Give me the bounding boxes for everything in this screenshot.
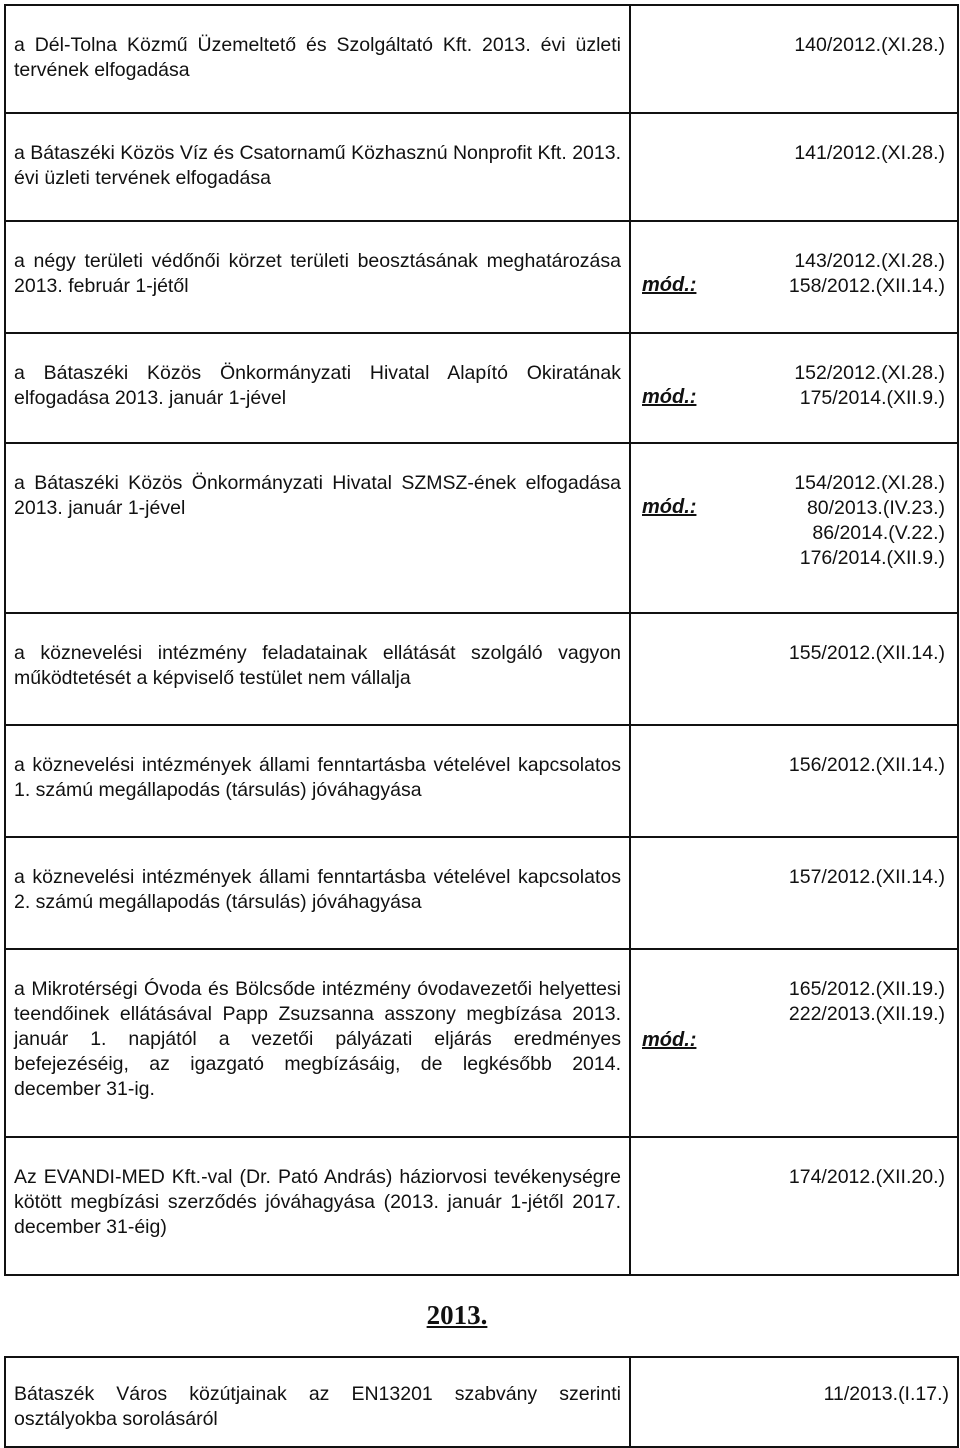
resolution-number: 143/2012.(XI.28.) xyxy=(794,250,945,272)
resolution-description-cell xyxy=(5,725,630,837)
resolution-number-cell xyxy=(630,949,958,1137)
resolution-description: a köznevelési intézmény feladatainak ellátását szolgáló vagyon működtetését a képviselő testület nem vállalja xyxy=(14,642,621,689)
resolution-description-cell xyxy=(5,443,630,613)
resolution-number: 222/2013.(XII.19.) xyxy=(788,1003,945,1025)
modification-label: mód.: xyxy=(642,1029,697,1051)
resolution-description-cell xyxy=(5,333,630,443)
resolution-numbers xyxy=(789,249,945,299)
resolution-number-cell xyxy=(630,333,958,443)
resolution-number: 155/2012.(XII.14.) xyxy=(788,642,945,664)
resolutions-table xyxy=(4,4,959,1276)
modification-label: mód.: xyxy=(642,274,697,296)
resolution-numbers xyxy=(794,141,945,166)
resolution-row xyxy=(5,1357,958,1447)
year-heading: 2013. xyxy=(426,1300,488,1330)
resolution-number-cell xyxy=(630,5,958,113)
resolution-numbers xyxy=(794,361,945,411)
resolution-row xyxy=(5,837,958,949)
resolution-number: 154/2012.(XI.28.) xyxy=(794,472,945,494)
resolution-numbers xyxy=(789,753,945,778)
resolution-number: 140/2012.(XI.28.) xyxy=(794,34,945,56)
resolution-number: 86/2014.(V.22.) xyxy=(812,522,945,544)
resolution-row xyxy=(5,443,958,613)
resolution-description: a Dél-Tolna Közmű Üzemeltető és Szolgáltató Kft. 2013. évi üzleti tervének elfogadása xyxy=(14,34,621,81)
resolution-numbers xyxy=(789,865,945,890)
modification-label: mód.: xyxy=(642,386,697,408)
resolution-number: 157/2012.(XII.14.) xyxy=(788,866,945,888)
resolution-number: 176/2014.(XII.9.) xyxy=(799,547,945,569)
resolution-numbers xyxy=(794,33,945,58)
resolution-description: a Bátaszéki Közös Víz és Csatornamű Közhasznú Nonprofit Kft. 2013. évi üzleti tervének elfogadása xyxy=(14,142,621,189)
resolution-description-cell xyxy=(5,613,630,725)
resolution-description-cell xyxy=(5,1137,630,1275)
resolution-row xyxy=(5,1137,958,1275)
resolution-number: 175/2014.(XII.9.) xyxy=(799,387,945,409)
resolution-row xyxy=(5,949,958,1137)
resolution-numbers xyxy=(789,977,945,1027)
resolution-row xyxy=(5,221,958,333)
resolution-description-cell xyxy=(5,5,630,113)
resolution-number-cell xyxy=(630,1137,958,1275)
resolution-numbers xyxy=(794,471,945,571)
resolution-row xyxy=(5,333,958,443)
resolution-description-cell xyxy=(5,221,630,333)
resolution-number-cell xyxy=(630,443,958,613)
resolution-numbers xyxy=(789,641,945,666)
resolution-number: 141/2012.(XI.28.) xyxy=(794,142,945,164)
resolution-description-cell xyxy=(5,1357,630,1447)
resolution-number: 152/2012.(XI.28.) xyxy=(794,362,945,384)
resolution-description: a Mikrotérségi Óvoda és Bölcsőde intézmény óvodavezetői helyettesi teendőinek ellátásával Papp Zsuzsanna asszony megbízása 2013. január 1. napjától a vezetői pályázati eljárás eredményes befejezéséig, az igazgató megbízásáig, de legkésőbb 2014. december 31-ig. xyxy=(14,978,621,1100)
resolution-description-cell xyxy=(5,949,630,1137)
resolution-row xyxy=(5,613,958,725)
resolution-number-cell xyxy=(630,837,958,949)
resolution-description: a négy területi védőnői körzet területi beosztásának meghatározása 2013. február 1-jétől xyxy=(14,250,621,297)
resolution-number-cell xyxy=(630,1357,958,1447)
resolution-number: 80/2013.(IV.23.) xyxy=(806,497,945,519)
resolution-row xyxy=(5,113,958,221)
resolution-number: 165/2012.(XII.19.) xyxy=(788,978,945,1000)
resolution-numbers xyxy=(789,1165,945,1190)
resolution-number-cell xyxy=(630,113,958,221)
resolution-description: a köznevelési intézmények állami fenntartásba vételével kapcsolatos 2. számú megállapodás (társulás) jóváhagyása xyxy=(14,866,621,913)
resolution-description: a Bátaszéki Közös Önkormányzati Hivatal SZMSZ-ének elfogadása 2013. január 1-jével xyxy=(14,472,621,519)
resolution-description-cell xyxy=(5,837,630,949)
resolution-number: 174/2012.(XII.20.) xyxy=(788,1166,945,1188)
resolution-description: a köznevelési intézmények állami fenntartásba vételével kapcsolatos 1. számú megállapodás (társulás) jóváhagyása xyxy=(14,754,621,801)
resolution-row xyxy=(5,725,958,837)
resolution-description: Az EVANDI-MED Kft.-val (Dr. Pató András) háziorvosi tevékenységre kötött megbízási szerződés jóváhagyása (2013. január 1-jétől 2017. december 31-éig) xyxy=(14,1166,621,1238)
resolution-row xyxy=(5,5,958,113)
resolution-number-cell xyxy=(630,725,958,837)
resolution-number-cell xyxy=(630,221,958,333)
resolutions-2013-table xyxy=(4,1356,959,1448)
resolution-description: a Bátaszéki Közös Önkormányzati Hivatal Alapító Okiratának elfogadása 2013. január 1-jével xyxy=(14,362,621,409)
modification-label: mód.: xyxy=(642,496,697,518)
resolution-number: 158/2012.(XII.14.) xyxy=(788,275,945,297)
resolution-description-cell xyxy=(5,113,630,221)
resolution-number: 11/2013.(I.17.) xyxy=(823,1383,949,1405)
resolution-number: 156/2012.(XII.14.) xyxy=(788,754,945,776)
resolution-description: Bátaszék Város közútjainak az EN13201 szabvány szerinti osztályokba sorolásáról xyxy=(14,1383,621,1430)
resolution-number-cell xyxy=(630,613,958,725)
